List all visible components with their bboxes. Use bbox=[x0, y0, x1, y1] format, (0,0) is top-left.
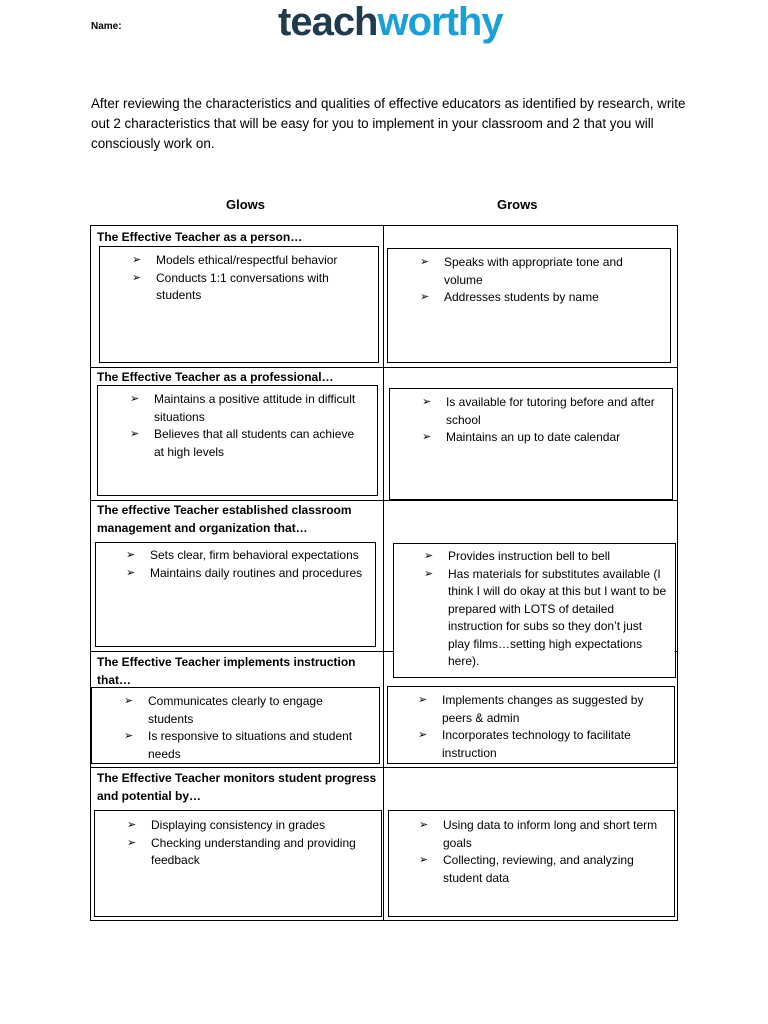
list-item bbox=[418, 727, 664, 762]
glows-list-monitoring bbox=[127, 817, 371, 870]
list-item bbox=[424, 566, 667, 671]
arrow-bullet-icon: ➢ bbox=[420, 256, 430, 268]
arrow-bullet-icon: ➢ bbox=[418, 694, 428, 706]
glows-list-management bbox=[126, 547, 365, 582]
grows-column-header: Grows bbox=[497, 197, 538, 212]
arrow-bullet-icon: ➢ bbox=[127, 819, 137, 831]
grows-box-monitoring bbox=[388, 810, 675, 917]
arrow-bullet-icon: ➢ bbox=[127, 836, 137, 849]
arrow-bullet-icon: ➢ bbox=[130, 428, 140, 440]
grows-list-instruction bbox=[418, 692, 664, 762]
list-item-text: Addresses students by name bbox=[444, 290, 599, 304]
arrow-bullet-icon: ➢ bbox=[126, 549, 136, 561]
glows-box-person bbox=[99, 246, 379, 363]
arrow-bullet-icon: ➢ bbox=[422, 396, 432, 408]
grows-list-professional bbox=[422, 394, 662, 447]
list-item-text: Is responsive to situations and student needs bbox=[148, 729, 353, 761]
section-title-person: The Effective Teacher as a person… bbox=[97, 230, 303, 244]
list-item-text: Collecting, reviewing, and analyzing student data bbox=[443, 853, 634, 885]
logo-teach-text: teach bbox=[278, 0, 378, 44]
arrow-bullet-icon: ➢ bbox=[132, 254, 142, 266]
list-item-text: Implements changes as suggested by peers & admin bbox=[442, 693, 644, 725]
arrow-bullet-icon: ➢ bbox=[422, 431, 432, 443]
list-item bbox=[422, 429, 662, 447]
list-item-text: Conducts 1:1 conversations with students bbox=[156, 270, 329, 302]
arrow-bullet-icon: ➢ bbox=[124, 695, 134, 707]
grows-list-management bbox=[424, 548, 667, 671]
table-border-bottom bbox=[90, 920, 678, 921]
name-label: Name: bbox=[91, 21, 122, 32]
list-item bbox=[422, 394, 662, 429]
list-item-text: Sets clear, firm behavioral expectations bbox=[150, 548, 359, 562]
glows-box-monitoring bbox=[94, 810, 382, 917]
table-border-left bbox=[90, 225, 91, 921]
glows-box-instruction bbox=[91, 687, 380, 764]
list-item bbox=[418, 692, 664, 727]
list-item bbox=[127, 817, 371, 835]
list-item-text: Maintains a positive attitude in difficult situations bbox=[154, 392, 356, 424]
list-item bbox=[424, 548, 667, 566]
list-item bbox=[132, 252, 368, 270]
grows-box-person bbox=[387, 248, 671, 363]
section-title-instruction: The Effective Teacher implements instruction that… bbox=[97, 655, 356, 687]
list-item-text: Believes that all students can achieve at high levels bbox=[154, 427, 355, 459]
list-item-text: Maintains an up to date calendar bbox=[446, 430, 621, 444]
list-item bbox=[127, 835, 371, 870]
arrow-bullet-icon: ➢ bbox=[418, 729, 428, 741]
teachworthy-logo bbox=[278, 0, 503, 44]
table-border-top bbox=[90, 225, 678, 226]
arrow-bullet-icon: ➢ bbox=[419, 854, 429, 866]
arrow-bullet-icon: ➢ bbox=[424, 550, 434, 562]
list-item-text: Maintains daily routines and procedures bbox=[150, 565, 363, 580]
logo-worthy-text: worthy bbox=[377, 0, 503, 44]
list-item bbox=[130, 426, 367, 461]
arrow-bullet-icon: ➢ bbox=[132, 271, 142, 284]
row-divider-4 bbox=[90, 767, 678, 768]
list-item-text: Checking understanding and providing feedback bbox=[151, 835, 356, 867]
list-item-text: Is available for tutoring before and after school bbox=[446, 395, 655, 427]
glows-list-person bbox=[132, 252, 368, 305]
grows-list-person bbox=[420, 254, 660, 307]
list-item bbox=[420, 254, 660, 289]
glows-box-management bbox=[95, 542, 376, 647]
list-item-text: Speaks with appropriate tone and volume bbox=[444, 255, 623, 287]
list-item-text: Communicates clearly to engage students bbox=[148, 694, 323, 726]
section-title-management: The effective Teacher established classroom management and organization that… bbox=[97, 503, 352, 535]
glows-list-professional bbox=[130, 391, 367, 461]
list-item bbox=[124, 693, 369, 728]
list-item-text: Displaying consistency in grades bbox=[151, 818, 326, 832]
list-item-text: Incorporates technology to facilitate instruction bbox=[442, 728, 631, 760]
grows-box-professional bbox=[389, 388, 673, 500]
glows-box-professional bbox=[97, 385, 378, 496]
glows-column-header: Glows bbox=[226, 197, 266, 212]
list-item bbox=[132, 270, 368, 305]
grows-list-monitoring bbox=[419, 817, 664, 887]
arrow-bullet-icon: ➢ bbox=[424, 567, 434, 580]
list-item bbox=[126, 547, 365, 565]
arrow-bullet-icon: ➢ bbox=[419, 819, 429, 831]
list-item bbox=[420, 289, 660, 307]
list-item bbox=[419, 852, 664, 887]
list-item-text: Models ethical/respectful behavior bbox=[156, 253, 338, 267]
section-title-monitoring: The Effective Teacher monitors student progress and potential by… bbox=[97, 771, 377, 803]
instructions-paragraph: After reviewing the characteristics and qualities of effective educators as identified by research, write out 2 characteristics that will be easy for you to implement in your classroom and 2 that you will consciously work on. bbox=[91, 96, 686, 151]
table-center-divider bbox=[383, 225, 384, 921]
list-item-text: Provides instruction bell to bell bbox=[448, 549, 611, 563]
glows-list-instruction bbox=[124, 693, 369, 763]
grows-box-instruction bbox=[387, 686, 675, 764]
list-item bbox=[130, 391, 367, 426]
grows-box-management bbox=[393, 543, 676, 678]
list-item bbox=[126, 565, 365, 583]
arrow-bullet-icon: ➢ bbox=[130, 393, 140, 405]
list-item-text: Using data to inform long and short term goals bbox=[443, 818, 658, 850]
list-item bbox=[419, 817, 664, 852]
list-item-text: Has materials for substitutes available (I think I will do okay at this but I want to be prepared with LOTS of detailed instruction for subs so they don’t just play films…setting high expectations here). bbox=[448, 566, 667, 668]
list-item bbox=[124, 728, 369, 763]
arrow-bullet-icon: ➢ bbox=[124, 730, 134, 742]
table-border-right bbox=[677, 225, 678, 921]
arrow-bullet-icon: ➢ bbox=[126, 566, 136, 579]
section-title-professional: The Effective Teacher as a professional… bbox=[97, 370, 334, 384]
arrow-bullet-icon: ➢ bbox=[420, 291, 430, 303]
